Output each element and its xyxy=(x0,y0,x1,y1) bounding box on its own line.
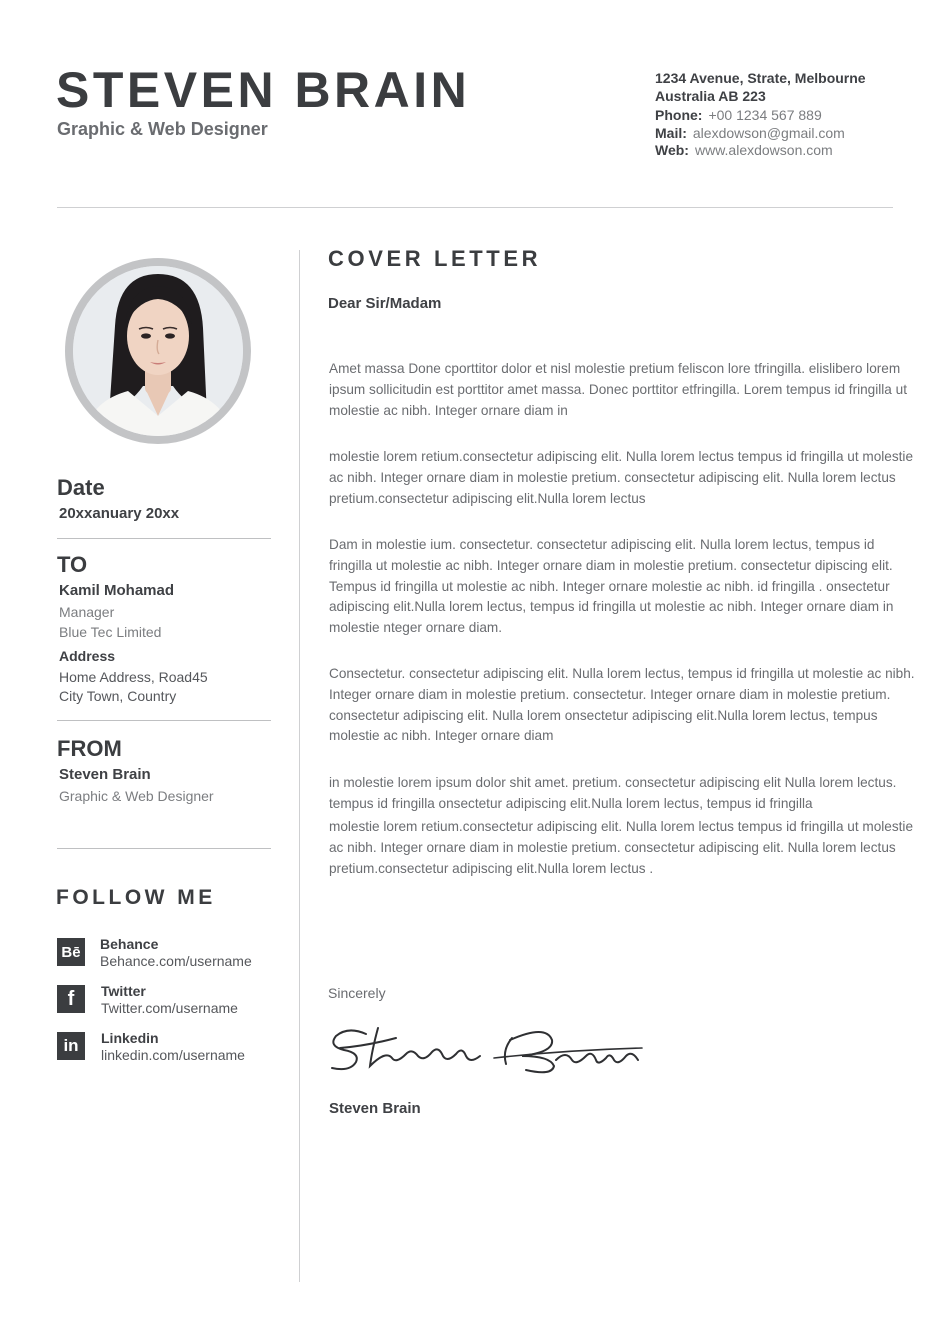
letter-paragraph-5: in molestie lorem ipsum dolor shit amet. pretium. consectetur adipiscing elit Nulla lorem lectus. tempus id fringilla onsectetur adipiscing elit.Nulla lorem lectus, tempus id fringilla xyxy=(329,775,897,811)
facebook-icon[interactable]: f xyxy=(57,985,85,1013)
social-name-twitter: Twitter xyxy=(101,983,146,999)
header-divider xyxy=(57,207,893,208)
mail-value[interactable]: alexdowson@gmail.com xyxy=(692,124,845,141)
address-line-2: Australia AB 223 xyxy=(655,87,766,104)
sidebar-divider-1 xyxy=(57,538,271,539)
phone-value: +00 1234 567 889 xyxy=(708,107,822,123)
date-value: 20xxanuary 20xx xyxy=(59,505,180,522)
phone-label: Phone: xyxy=(655,107,703,123)
signoff-name: Steven Brain xyxy=(329,1100,421,1117)
sender-name: Steven Brain xyxy=(59,766,151,783)
follow-me-heading: FOLLOW ME xyxy=(56,886,216,909)
recipient-company: Blue Tec Limited xyxy=(59,624,162,640)
letter-paragraph-4: Consectetur. consectetur adipiscing elit. Nulla lorem lectus, tempus id fringilla ut molestie ac nibh. Integer ornare diam in molestie pretium. consectetur. Integer ornare diam in molestie pretium. consectetur adipiscing elit. Nulla lorem onsectetur adipiscing elit.Nulla lorem lectus, tempus molestie ac nibh. Integer ornare diam xyxy=(329,666,915,744)
to-heading: TO xyxy=(57,552,88,577)
social-name-linkedin: Linkedin xyxy=(101,1030,159,1046)
social-url-behance[interactable]: Behance.com/username xyxy=(100,953,252,969)
sidebar-divider-2 xyxy=(57,720,271,721)
closing: Sincerely xyxy=(328,985,386,1001)
column-divider xyxy=(299,250,300,1282)
candidate-role: Graphic & Web Designer xyxy=(57,119,268,139)
mail-row xyxy=(655,125,866,143)
recipient-title: Manager xyxy=(59,604,115,620)
social-url-linkedin[interactable]: linkedin.com/username xyxy=(101,1047,245,1063)
sidebar-divider-3 xyxy=(57,848,271,849)
portrait-illustration xyxy=(73,266,243,436)
salutation: Dear Sir/Madam xyxy=(328,295,442,312)
social-url-twitter[interactable]: Twitter.com/username xyxy=(101,1000,238,1016)
recipient-name: Kamil Mohamad xyxy=(59,582,175,599)
mail-label: Mail: xyxy=(655,124,687,141)
profile-photo xyxy=(73,266,243,436)
from-heading: FROM xyxy=(57,736,122,761)
phone-row xyxy=(655,107,866,125)
web-row xyxy=(655,142,866,160)
letter-paragraph-1: Amet massa Done cporttitor dolor et nisl molestie pretium feliscon lore tfringilla. elislibero lorem ipsum sollicitudin est porttitor amet massa. Donec porttitor etfringilla. Lorem tempus id fringilla ut molestie ac nibh. Integer ornare diam in xyxy=(329,361,907,418)
web-value[interactable]: www.alexdowson.com xyxy=(694,142,833,158)
web-label: Web: xyxy=(655,142,689,158)
linkedin-icon[interactable]: in xyxy=(57,1032,85,1060)
address-line-1: 1234 Avenue, Strate, Melbourne xyxy=(655,70,866,86)
contact-block xyxy=(655,70,866,160)
recipient-address-line-2: City Town, Country xyxy=(59,688,177,704)
cover-letter-title: COVER LETTER xyxy=(328,246,542,271)
behance-icon[interactable]: Bē xyxy=(57,938,85,966)
letter-paragraph-6: molestie lorem retium.consectetur adipiscing elit. Nulla lorem lectus tempus id fringilla ut molestie ac nibh. Integer ornare diam in molestie pretium. consectetur adipiscing elit. Nulla lorem lectus pretium.consectetur adipiscing elit.Nulla lorem lectus . xyxy=(329,819,914,876)
date-heading: Date xyxy=(57,475,105,500)
recipient-address-label: Address xyxy=(59,648,116,664)
sender-title: Graphic & Web Designer xyxy=(59,788,214,804)
handwritten-signature xyxy=(326,1020,646,1080)
profile-photo-frame xyxy=(65,258,251,444)
candidate-name: STEVEN BRAIN xyxy=(56,62,471,118)
letter-paragraph-2: molestie lorem retium.consectetur adipiscing elit. Nulla lorem lectus tempus id fringilla ut molestie ac nibh. Integer ornare diam in molestie pretium. consectetur adipiscing elit. Nulla lorem lectus pretium.consectetur adipiscing elit.Nulla lorem lectus xyxy=(329,449,914,506)
letter-paragraph-3: Dam in molestie ium. consectetur. consectetur adipiscing elit. Nulla lorem lectus, tempus id fringilla ut molestie ac nibh. Integer ornare diam in molestie pretium. consectetur dipiscing elit. Tempus id fringilla ut molestie ac nibh. Integer ornare molestie ac nibh. id fringilla . onsectetur adipiscing elit.Nulla lorem lectus, tempus id fringilla ut molestie ac nibh. Integer ornare diam in molestie nteger ornare diam. xyxy=(329,537,894,636)
social-name-behance: Behance xyxy=(100,936,159,952)
recipient-address-line-1: Home Address, Road45 xyxy=(59,669,208,685)
